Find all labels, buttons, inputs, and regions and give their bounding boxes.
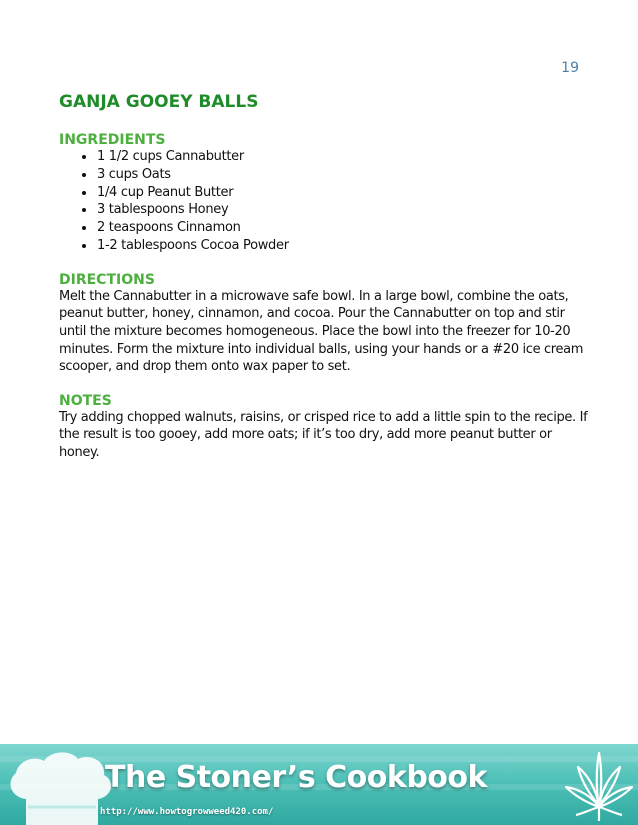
ingredient-item: • 3 cups Oats — [96, 166, 589, 184]
recipe-content — [59, 92, 589, 479]
cannabis-leaf-icon — [562, 749, 636, 823]
notes-text: Try adding chopped walnuts, raisins, or crisped rice to add a little spin to the recipe. If the result is too gooey, add more oats; if it’s too dry, add more peanut butter or honey. — [59, 409, 588, 460]
ingredients-list — [59, 148, 589, 255]
ingredient-item: • 3 tablespoons Honey — [96, 201, 589, 219]
ingredients-heading: INGREDIENTS — [59, 132, 166, 148]
notes-heading: NOTES — [59, 392, 112, 409]
ingredient-item: • 1/4 cup Peanut Butter — [96, 184, 589, 202]
recipe-title: GANJA GOOEY BALLS — [59, 92, 259, 112]
brand-title: The Stoner’s Cookbook — [105, 760, 487, 795]
footer-banner — [0, 744, 638, 825]
directions-heading: DIRECTIONS — [59, 271, 155, 288]
ingredient-item: • 2 teaspoons Cinnamon — [96, 219, 589, 237]
page-number: 19 — [561, 60, 579, 76]
ingredient-item: • 1-2 tablespoons Cocoa Powder — [96, 237, 589, 255]
directions-text: Melt the Cannabutter in a microwave safe bowl. In a large bowl, combine the oats, peanut butter, honey, cinnamon, and cocoa. Pour the Cannabutter on top and stir until the mixture becomes homogeneous. Place the bowl into the freezer for 10-20 minutes. Form the mixture into individual balls, using your hands or a #20 ice cream scooper, and drop them onto wax paper to set. — [59, 288, 584, 375]
ingredient-item: • 1 1/2 cups Cannabutter — [96, 148, 589, 166]
brand-url[interactable]: http://www.howtogrowweed420.com/ — [100, 807, 274, 817]
